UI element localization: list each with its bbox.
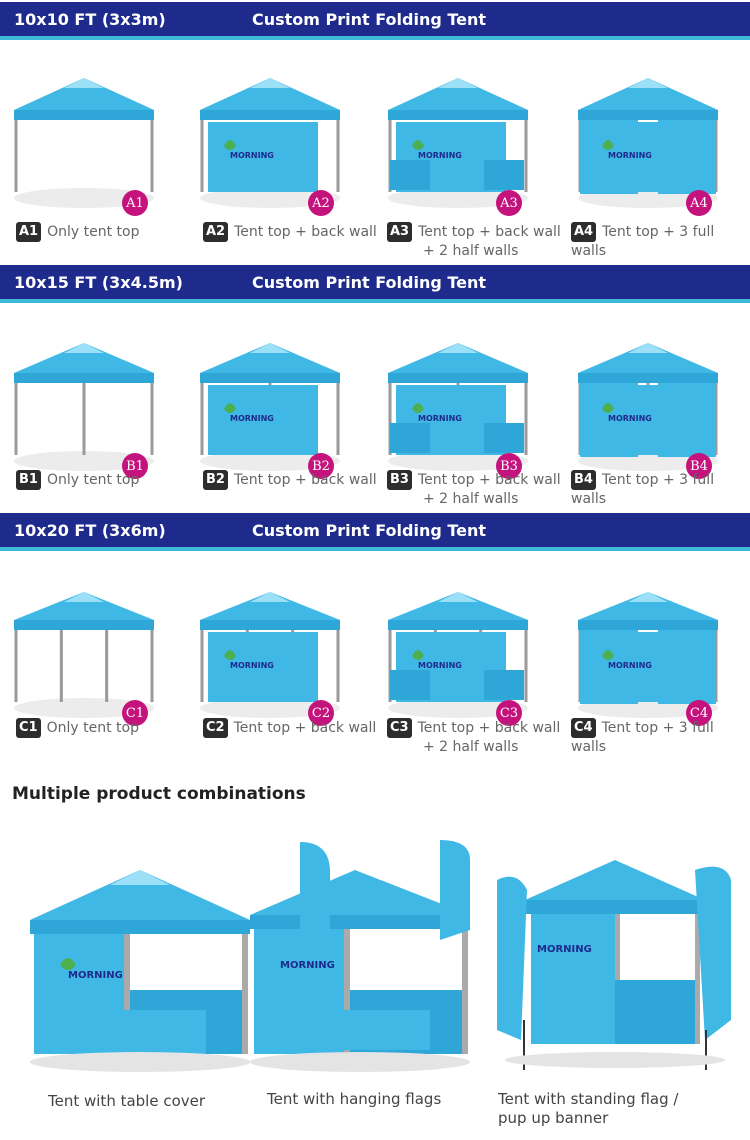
option-code: A4 (571, 222, 596, 242)
option-caption-line2: + 2 half walls (423, 491, 519, 507)
brand-logo-text: MORNING (608, 151, 652, 160)
brand-logo-text: MORNING (418, 661, 462, 670)
option-caption (16, 718, 139, 738)
option-caption-line1: Tent top + back wall (418, 224, 561, 240)
svg-text:MORNING: MORNING (280, 960, 335, 971)
option-badge: B4 (686, 453, 712, 479)
option-badge: A4 (686, 190, 712, 216)
option-caption-line1: Tent top + 3 full walls (571, 472, 715, 507)
option-caption (203, 718, 376, 738)
combo-caption-standing-flag (498, 1090, 678, 1128)
combo-caption-line1: Tent with standing flag / (498, 1090, 679, 1108)
option-badge: C3 (496, 700, 522, 726)
option-caption-line1: Tent top + back wall (234, 224, 377, 240)
option-caption-line1: Tent top + 3 full walls (571, 720, 714, 755)
option-code: B1 (16, 470, 41, 490)
option-caption-line1: Tent top + 3 full walls (571, 224, 715, 259)
option-caption-line1: Tent top + back wall (417, 472, 561, 488)
combo-caption-table-cover: Tent with table cover (48, 1092, 206, 1110)
option-code: A2 (203, 222, 228, 242)
section-title: Custom Print Folding Tent (252, 273, 487, 292)
brand-logo-text: MORNING (608, 414, 652, 423)
option-code: C1 (16, 718, 41, 738)
combo-table-cover-image (20, 840, 260, 1080)
option-caption-line1: Only tent top (46, 720, 139, 736)
option-code: C2 (203, 718, 228, 738)
brand-logo-text: MORNING (418, 414, 462, 423)
option-caption (571, 470, 750, 508)
brand-logo-text: MORNING (608, 661, 652, 670)
section-size: 10x10 FT (3x3m) (14, 10, 166, 29)
option-code: C4 (571, 718, 596, 738)
option-badge: C2 (308, 700, 334, 726)
combinations-heading: Multiple product combinations (12, 784, 306, 804)
combo-caption-line2: pup up banner (498, 1109, 609, 1127)
combo-hanging-flags-image (250, 840, 490, 1080)
option-caption-line2: + 2 half walls (423, 739, 519, 755)
option-caption-line1: Tent top + back wall (417, 720, 561, 736)
option-caption-line1: Tent top + back wall (233, 472, 377, 488)
combo-caption-hanging-flags: Tent with hanging flags (267, 1090, 442, 1108)
option-caption (571, 222, 750, 260)
option-caption-line1: Tent top + back wall (233, 720, 377, 736)
option-code: A3 (387, 222, 412, 242)
section-header-10x20 (0, 513, 750, 551)
option-code: B3 (387, 470, 412, 490)
option-caption (16, 222, 139, 242)
option-badge: A2 (308, 190, 334, 216)
option-code: B2 (203, 470, 228, 490)
option-code: A1 (16, 222, 41, 242)
svg-text:MORNING: MORNING (68, 970, 123, 981)
option-badge: C4 (686, 700, 712, 726)
option-caption (571, 718, 750, 756)
brand-logo-text: MORNING (418, 151, 462, 160)
svg-text:MORNING: MORNING (537, 944, 592, 955)
option-code: B4 (571, 470, 596, 490)
option-caption-line1: Only tent top (47, 224, 140, 240)
option-badge: B1 (122, 453, 148, 479)
option-badge: A3 (496, 190, 522, 216)
option-badge: B2 (308, 453, 334, 479)
section-title: Custom Print Folding Tent (252, 10, 487, 29)
option-badge: B3 (496, 453, 522, 479)
option-caption-line1: Only tent top (46, 472, 140, 488)
option-caption-line2: + 2 half walls (423, 243, 519, 259)
option-badge: C1 (122, 700, 148, 726)
option-caption (387, 222, 561, 260)
brand-logo-text: MORNING (230, 151, 274, 160)
option-code: C3 (387, 718, 412, 738)
combo-standing-flag-image (495, 840, 735, 1080)
option-badge: A1 (122, 190, 148, 216)
section-size: 10x15 FT (3x4.5m) (14, 273, 183, 292)
option-caption (387, 470, 561, 508)
brand-logo-text: MORNING (230, 661, 274, 670)
section-size: 10x20 FT (3x6m) (14, 521, 166, 540)
option-caption (387, 718, 560, 756)
section-header-10x10 (0, 2, 750, 40)
section-title: Custom Print Folding Tent (252, 521, 487, 540)
brand-logo-text: MORNING (230, 414, 274, 423)
option-caption (203, 222, 377, 242)
option-caption (203, 470, 377, 490)
section-header-10x15 (0, 265, 750, 303)
option-caption (16, 470, 139, 490)
